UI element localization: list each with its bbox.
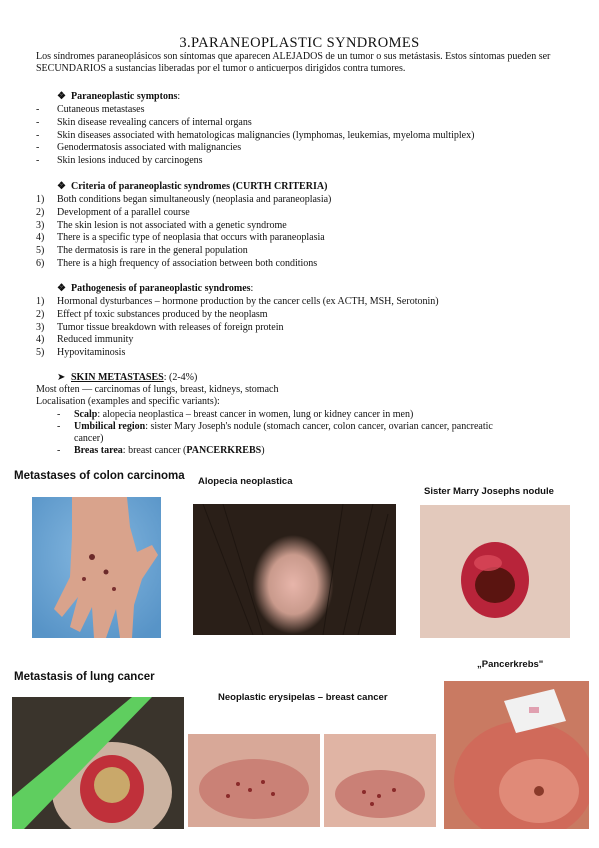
dash-marker: - (57, 421, 61, 432)
diamond-bullet-icon: ❖ (57, 283, 66, 294)
diamond-bullet-icon: ❖ (57, 91, 66, 102)
list-item: There is a specific type of neoplasia that occurs with paraneoplasia (57, 232, 325, 244)
metastases-heading (57, 372, 197, 383)
list-marker: - (36, 129, 40, 141)
diamond-bullet-icon: ❖ (57, 181, 66, 192)
metastasis-breast-text: : breast cancer ( (122, 445, 187, 456)
metastases-line2: Localisation (examples and specific variants): (36, 396, 220, 407)
symptoms-heading-text: Paraneoplastic symptons (71, 91, 178, 102)
list-marker: 1) (36, 194, 45, 205)
dash-marker: - (57, 445, 61, 456)
metastasis-breast-tail: ) (261, 445, 265, 456)
caption-colon: Metastases of colon carcinoma (14, 470, 185, 482)
list-marker: - (36, 116, 40, 128)
dash-marker: - (57, 409, 61, 420)
metastasis-breast (74, 445, 265, 456)
caption-lung: Metastasis of lung cancer (14, 671, 155, 683)
list-marker: 3) (36, 321, 45, 333)
metastasis-umbilical (74, 421, 493, 432)
list-marker: - (36, 155, 40, 167)
list-item: Effect pf toxic substances produced by the neoplasm (57, 308, 268, 320)
list-marker: 4) (36, 232, 45, 244)
list-item: The dermatosis is rare in the general population (57, 245, 248, 257)
alopecia-photo (193, 504, 396, 635)
pathogenesis-heading (57, 283, 253, 294)
pancerkrebs-photo (444, 681, 589, 829)
caption-alopecia: Alopecia neoplastica (198, 476, 293, 487)
list-marker: 1) (36, 296, 45, 307)
list-item: The skin lesion is not associated with a genetic syndrome (57, 219, 287, 231)
criteria-heading (57, 181, 327, 192)
list-item: Skin lesions induced by carcinogens (57, 155, 203, 167)
metastasis-breast-label: Breas tarea (74, 445, 123, 456)
arrow-bullet-icon: ➤ (57, 372, 66, 383)
metastases-heading-text: SKIN METASTASES (71, 372, 164, 383)
lung-metastasis-photo (12, 697, 184, 829)
metastasis-breast-bold: PANCERKREBS (186, 445, 262, 456)
list-marker: - (36, 104, 40, 115)
list-marker: 5) (36, 347, 45, 359)
pathogenesis-heading-suffix: : (250, 283, 254, 294)
metastases-line1: Most often — carcinomas of lungs, breast, kidneys, stomach (36, 384, 279, 395)
caption-erysipelas: Neoplastic erysipelas – breast cancer (218, 692, 388, 703)
list-item: Reduced immunity (57, 334, 134, 346)
symptoms-heading-suffix: : (177, 91, 181, 102)
page-title: 3.PARANEOPLASTIC SYNDROMES (179, 35, 420, 51)
list-item: Tumor tissue breakdown with releases of foreign protein (57, 321, 284, 333)
intro-paragraph: Los síndromes paraneoplásicos son síntomas que aparecen ALEJADOS de un tumor o sus metástasis. Estos síntomas pueden ser SECUNDARIOS a sustancias liberadas por el tumor o anticuerpos dirigidos contra tumores. (36, 51, 551, 74)
pathogenesis-heading-text: Pathogenesis of paraneoplastic syndromes (71, 283, 251, 294)
erysipelas-photo-left (188, 734, 320, 827)
list-marker: 3) (36, 219, 45, 231)
colon-metastasis-photo (32, 497, 161, 638)
list-marker: - (36, 142, 40, 154)
caption-pancer: „Pancerkrebs" (477, 659, 544, 670)
list-marker: 5) (36, 245, 45, 257)
metastases-heading-suffix: : (2-4%) (163, 372, 198, 383)
list-marker: 2) (36, 206, 45, 218)
list-item: There is a high frequency of association between both conditions (57, 258, 318, 269)
list-item: Hormonal dysturbances – hormone production by the cancer cells (ex ACTH, MSH, Serotonin) (57, 296, 439, 307)
sister-mary-joseph-photo (420, 505, 570, 638)
list-item: Both conditions began simultaneously (neoplasia and paraneoplasia) (57, 194, 332, 205)
metastasis-scalp-text: : alopecia neoplastica – breast cancer in women, lung or kidney cancer in men) (97, 409, 414, 420)
metastasis-umbilical-text: : sister Mary Joseph's nodule (stomach cancer, colon cancer, ovarian cancer, pancreatic (145, 421, 493, 432)
list-item: Skin diseases associated with hematologicas malignancies (lymphomas, leukemias, myeloma multiplex) (57, 129, 475, 141)
symptoms-heading (57, 91, 180, 102)
list-item: Genodermatosis associated with malignancies (57, 142, 242, 154)
metastasis-scalp-label: Scalp (74, 409, 98, 420)
metastasis-umbilical-cont: cancer) (74, 433, 104, 444)
metastasis-scalp (74, 409, 413, 420)
erysipelas-photo-right (324, 734, 436, 827)
list-item: Skin disease revealing cancers of internal organs (57, 116, 252, 128)
criteria-heading-text: Criteria of paraneoplastic syndromes (CURTH CRITERIA) (71, 181, 328, 192)
list-item: Cutaneous metastases (57, 104, 145, 115)
metastasis-umbilical-label: Umbilical region (74, 421, 146, 432)
list-marker: 2) (36, 308, 45, 320)
list-marker: 6) (36, 258, 45, 269)
list-item: Hypovitaminosis (57, 347, 126, 359)
list-item: Development of a parallel course (57, 206, 190, 218)
caption-sister: Sister Marry Josephs nodule (424, 486, 554, 497)
list-marker: 4) (36, 334, 45, 346)
